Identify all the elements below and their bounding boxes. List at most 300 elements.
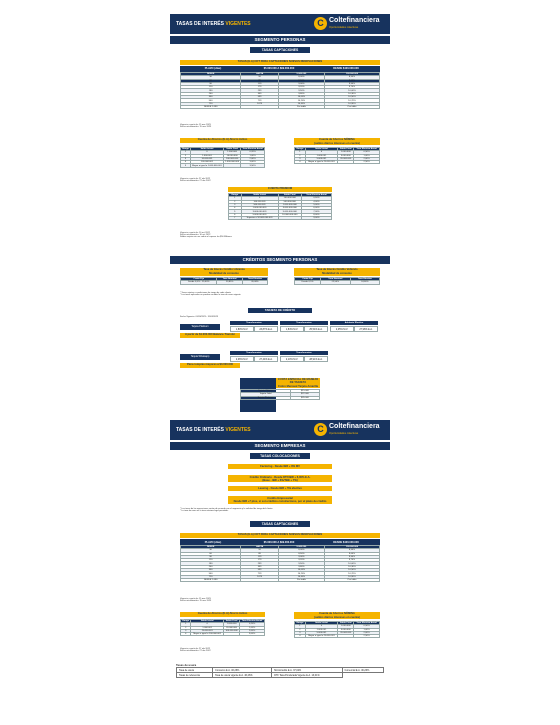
table-cell: 1,00% [241,154,265,157]
table-cell: 9,50% [278,89,324,92]
column-header: Rango [296,148,304,151]
table-cell: 1 [295,151,306,154]
column-header: Saldo Final [223,148,240,151]
table-cell: Desde 0,5% - 25,00% [181,281,217,284]
table-cell: 5.000.000 [338,154,354,157]
column-header: 5.000.000 [278,546,324,549]
table-cell: 10,30% [324,565,379,568]
colocacion-box [228,464,332,469]
rate-sheet [170,0,390,725]
table-row [295,281,380,284]
box-line: Factoring - Desde IBR + 8% MV [260,464,300,468]
note-line: Vigencia a partir de: 10 oct 2022 [180,232,210,234]
cdt-title-empresas: TASAS (E.A) CDT PARA CAPTACIONES NUEVAS RENOVACIONES [180,533,380,538]
rate-ea: 27,44% E.A. [254,356,278,362]
table-cell: 179 [241,86,279,89]
table-cell: 3,50% [241,164,265,167]
table-cell: 10,20% [278,99,324,102]
table-cell: 2 [181,626,191,629]
note-line: Fecha actualización: 15 mar 2023 [180,600,212,602]
table-cell: Consumo E.A. 46,26% [213,668,272,673]
table-cell: Comercial E.A. 46,26% [342,668,384,673]
table-cell: 20.000.000 [338,157,354,160]
table-cell [338,635,354,638]
table-cell: Mayor o igual a 20.000.001 [305,161,337,164]
table-cell: 3 [295,631,306,634]
tc-row2-note: Para compras mayores a $3.000.000 [180,363,240,368]
table-cell: 10,70% [324,99,379,102]
rate-ea: 25,54% E.A. [304,326,328,332]
captaciones-heading: TASAS CAPTACIONES [250,47,310,53]
table-cell: 7 [229,217,242,220]
nomina-table [294,147,380,164]
table-cell: 9,50% [324,82,379,85]
table-cell: 360 [181,569,241,572]
column-header: HASTA [241,546,279,549]
table-cell: 23,85% [217,281,243,284]
table-cell: 2,00% [354,631,380,634]
footer-title: Tasas de usura [176,663,197,667]
table-cell: 1.000.001 [305,628,337,631]
table-row [181,105,380,108]
table-cell: 9,50% [278,562,324,565]
table-cell [223,164,240,167]
table-cell: 2,50% [354,635,380,638]
table-cell: 59 [241,76,279,79]
table-cell [241,578,279,581]
tc-row1-note: A partir de $1.000.000 Balance-Transfer [180,333,240,338]
table-cell: Mayor o igual a 100.000.001 [191,633,224,636]
column-header: Saldo Final [338,622,354,625]
column-header: PLAZO (días) [204,67,222,70]
logo-icon: C [314,17,327,30]
colocacion-box [228,496,332,504]
table-cell [338,161,354,164]
table-row [229,217,332,220]
table-cell: 1,00% [354,628,380,631]
table-cell: Tarjeta Clásica [241,390,291,393]
table-cell: 4,00% [301,200,331,203]
table-cell: 8,50% [278,552,324,555]
table-cell: 3 [181,629,191,632]
table-cell: 3 [229,203,242,206]
table-cell: 10,00% [324,562,379,565]
table-cell: 10,00% [324,89,379,92]
table-cell: Superior a 10.000.000.001 [241,217,278,220]
cdt-table [180,72,380,109]
table-cell: 10,20% [278,572,324,575]
segment-creditos: CRÉDITOS SEGMENTO PERSONAS [170,256,390,264]
table-cell: 0 [241,197,278,200]
table-cell: Mayor o igual a 1.000.000.001 [192,164,222,167]
table-cell: 5.000.000 [338,628,354,631]
ahorro-table [180,147,265,168]
table-cell: 8,50% [278,79,324,82]
nomina-title-empresas: Cuenta de Ahorros NÓMINA (saldos diarios intereses en cuenta) [294,612,380,619]
note-line: Fecha actualización: 15 mar 2023 [180,126,212,128]
table-cell: 9,80% [278,565,324,568]
table-cell: 8,50% [324,549,379,552]
table-cell: 0,50% [301,197,331,200]
tc-platinum-label: Tarjeta Platinum [180,324,220,330]
cdt-notes [180,124,211,128]
column-header: Cuota Fija [181,278,217,281]
table-cell: 9,70% [324,86,379,89]
table-cell: 5.000.000.000 [278,210,301,213]
ahorro-notes-empresas [180,648,211,652]
table-cell: 2 [295,628,306,631]
premium-table [228,193,332,220]
table-cell: 3,00% [241,161,265,164]
table-cell: 6 [229,213,242,216]
table-cell: 240 [181,92,241,95]
column-header: Tasa Efectiva Anual [301,194,331,197]
table-cell: 9,00% [324,552,379,555]
table-cell: 10.000.001 [190,157,223,160]
column-header: Transferencias [280,351,328,355]
table-cell: Por tabla [324,578,379,581]
colocacion-box [228,475,332,482]
table-cell: 5,00% [301,203,331,206]
table-cell: 5.000.001 [305,157,337,160]
table-cell: 89 [241,79,279,82]
note-line: Saldos sujetos sin ser sobrio al superar los $50 Millones [180,236,232,238]
table-cell: 3.000.000.000 [278,207,301,210]
table-cell: 240 [181,565,241,568]
table-cell: 10.000.000.000 [278,213,301,216]
table-cell: 8,00% [278,76,324,79]
note-line: * Las tasas aplicadas no pueden exceder la tasa de usura vigente [180,294,241,296]
rate-ea: 28,91% E.A. [304,356,328,362]
table-cell: 22,50% [320,281,350,284]
table-cell: 100.000.000 [225,630,238,633]
segment-empresas: SEGMENTO EMPRESAS [170,442,390,450]
table-cell: 10.000.000 [223,154,240,157]
cdt-title: TASAS (E.A) CDT PARA CAPTACIONES NUEVAS RENOVACIONES [180,60,380,65]
column-header: Saldo Inicial [190,148,223,151]
table-cell: 1.000.000 [224,623,240,626]
table-cell: 20.000.000 [224,626,240,629]
column-header: Tasa Efectiva Anual [354,622,380,625]
table-cell: 0 [305,151,337,154]
credit-notes [180,292,241,296]
table-cell: 500.000.000 [278,200,301,203]
column-header: DESDE [181,546,241,549]
table-cell: 1.000.000 [338,151,354,154]
table-cell: 1.000.001 [191,626,224,629]
column-header: Adelanto Efectivo [330,321,378,325]
tc-whatsapp-label: Tarjeta Whatsapp [180,354,220,360]
table-cell: 20.000.000 [338,631,354,634]
column-header: Saldo Final [278,194,301,197]
ahorro-notes [180,178,211,182]
column-header: $5.000.000 A $99.000.000 [263,540,295,544]
table-cell: 10,40% [278,575,324,578]
table-cell: $15.000 [290,390,319,393]
table-cell: 0,20% [240,623,265,626]
table-cell: 540 [181,572,241,575]
note-line: Vigencia a partir de: 15 mar 2023 [180,598,211,600]
table-row [181,164,265,167]
table-cell: 0,50% [354,151,380,154]
table-cell: 4 [181,633,191,636]
column-header: Saldo Final [338,148,354,151]
table-cell: 359 [241,92,279,95]
table-cell [278,217,301,220]
note-line: * La tasa de mora es la tasa máxima legal permitida. [180,510,229,512]
table-cell: 3 [295,157,306,160]
column-header: Transferencias [230,351,278,355]
table-cell: 5 [181,164,191,167]
table-cell: 90 [181,555,241,558]
table-cell: 0 [190,151,223,154]
vehiculo-title: Tasa de Interés Crédito Vehículo Modalidad de consumo [294,268,380,276]
table-cell: 4 [229,207,242,210]
column-header: Tasa Nominal [217,278,243,281]
rate-mv: 1,80% M.V. [230,326,254,332]
note-line: Fecha actualización: 10 oct 2022 [180,234,211,236]
table-cell: 179 [241,559,279,562]
table-cell: 9,80% [278,92,324,95]
table-cell: 719 [241,99,279,102]
table-cell: 89 [241,552,279,555]
table-cell: Tasa de usura vigente E.A. 46,26% [213,673,272,678]
table-cell: 1.000.000 [223,151,240,154]
table-row [295,635,380,638]
table-row [295,161,380,164]
table-cell: 10,00% [278,96,324,99]
tc-title: TARJETA DE CRÉDITO [248,308,312,313]
table-cell: 119 [241,82,279,85]
table-cell: 10,90% [324,102,379,105]
table-cell: 10,50% [324,569,379,572]
table-cell: 720 [181,102,241,105]
table-cell: 1 [229,197,242,200]
table-cell: 0 [191,623,224,626]
table-cell: Microcrédito E.A. 37,02% [272,668,342,673]
table-cell: 4 [295,635,306,638]
table-cell: 180 [181,562,241,565]
table-cell: 2,50% [354,161,380,164]
column-header: PLAZO (días) [204,540,222,544]
table-cell: 9,00% [301,217,331,220]
box-line: Leasing - Desde IBR + 5% efectivo [258,486,302,490]
table-cell: 120 [181,86,241,89]
table-cell: 2 [181,154,191,157]
table-cell: 9,00% [278,555,324,558]
table-cell: Mayor o igual a 20.000.001 [305,635,337,638]
premium-title: CUENTA PREMIUM [228,187,332,192]
table-cell: 7,00% [301,210,331,213]
brand-logo: C Coltefinanciera Oportunidades colectivas [314,16,384,32]
rate-ea: 23,87% E.A. [254,326,278,332]
table-cell: 1 [295,625,306,628]
colocaciones-heading: TASAS COLOCACIONES [250,453,310,459]
table-cell: 9,20% [278,86,324,89]
table-cell: 10,70% [324,572,379,575]
table-cell: 4 [181,161,191,164]
table-cell: Por tabla [278,578,324,581]
column-header: Rango [182,620,190,623]
table-cell: Desde 0,5% [295,281,321,284]
table-cell: 539 [241,96,279,99]
table-cell: 539 [241,569,279,572]
nomina-table-empresas [294,621,380,638]
column-header: Transferencias [230,321,278,325]
table-cell: Tarjeta Gold [241,393,291,396]
table-cell: 1,00% [354,154,380,157]
column-header: Transferencias [280,321,328,325]
table-cell: 1.000.001 [190,154,223,157]
table-cell: 359 [241,565,279,568]
table-cell: 100.000.001 [241,200,278,203]
premium-notes [180,232,232,238]
table-cell: 3,00% [240,633,265,636]
table-cell: 2,00% [240,629,265,632]
column-header: Rango [296,622,304,625]
note-line: Vigencia a partir de: 27 abr 2022 [180,178,211,180]
table-cell: 120 [181,559,241,562]
table-row [181,633,265,636]
table-cell: 2 [229,200,242,203]
table-cell: 100.000.000 [278,197,301,200]
table-cell: 9,00% [278,82,324,85]
table-cell: Tasa de usura [177,668,213,673]
table-cell: 5 [229,210,242,213]
table-cell: 0 [305,625,337,628]
cdt-table-empresas [180,545,380,582]
table-cell: 24,80% [350,281,379,284]
table-cell: 239 [241,562,279,565]
table-cell: 540 [181,99,241,102]
rate-mv: 1,84% M.V. [280,326,304,332]
table-cell [224,633,240,636]
header-banner [170,14,390,34]
table-cell: $22.000 [290,393,319,396]
column-header: Rango [182,148,189,151]
table-cell: 9,20% [278,559,324,562]
column-header: 100.000.000 [324,73,379,76]
table-cell: 1,00% [240,626,265,629]
table-cell: 10,50% [324,96,379,99]
column-header: Tasa Efectiva [242,278,267,281]
box-line: Crédito Ordinario - Desde DTF/IBR + 6,00% E.A. [249,475,311,479]
table-cell: 10,00% [278,569,324,572]
table-cell: 360 [181,96,241,99]
table-cell: 5.000.000.001 [241,213,278,216]
rate-mv: 2,10% M.V. [280,356,304,362]
table-cell: 1 [181,623,191,626]
table-cell [241,105,279,108]
ahorro-title-empresas: Cuenta de Ahorros (E.A) Ahorro Activo [180,612,265,617]
table-cell: 1.000.000.000 [278,203,301,206]
table-cell: 1 [181,151,191,154]
column-header: DESDE $100.000.000 [333,67,359,70]
table-cell: Tarjeta Platinum [241,396,291,399]
table-cell: 3.000.000.001 [241,210,278,213]
table-cell: 30 [181,549,241,552]
footer-table [176,667,384,678]
column-header: Saldo Inicial [191,620,224,623]
table-cell: 720 [181,575,241,578]
table-cell: 239 [241,89,279,92]
table-cell: Por tabla [278,105,324,108]
nomina-title: Cuenta de Ahorros NÓMINA (saldos diarios intereses en cuenta) [294,138,380,145]
column-header: Tasa Nominal [320,278,350,281]
table-cell: 90 [181,82,241,85]
table-cell: 0,50% [354,625,380,628]
column-header: 5.000.000 [278,73,324,76]
table-cell: 26,08% [242,281,267,284]
table-cell: 9,50% [324,555,379,558]
table-cell: 2,00% [241,157,265,160]
table-cell: 4 [295,161,306,164]
colocacion-box [228,486,332,491]
ahorro-title: Cuenta de Ahorros (E.A) Ahorro Activo [180,138,265,143]
column-header: Rango [229,194,242,197]
table-row [177,673,384,678]
table-cell: 60 [181,552,241,555]
column-header: 100.000.000 [324,546,379,549]
note-line: * Las tasas de las operaciones varían de acuerdo con el segmento y la solicitud de riesgo del cliente. [180,508,273,510]
table-cell: 500.000.001 [241,203,278,206]
table-cell: 59 [241,549,279,552]
column-header: Saldo Inicial [305,622,337,625]
box-line: Desde IBR +7 ptos, si son créditos constructores, por el plazo de crédito [233,500,327,503]
table-cell: 9,00% [324,79,379,82]
table-cell: 1.000.000 [338,625,354,628]
column-header: Tasa Efectiva Anual [242,148,263,151]
table-cell: 1.000.001 [305,154,337,157]
table-cell: $35.000 [290,396,319,399]
table-cell: 10,40% [278,102,324,105]
rate-mv: 2,05% M.V. [330,326,354,332]
table-cell: 180 [181,89,241,92]
table-cell: 10,30% [324,92,379,95]
box-line: Crédito Empresarial [267,496,293,500]
table-cell: 1.000.000.000 [225,161,240,164]
column-header: Saldo Inicial [241,194,278,197]
table-cell: 8,00% [278,549,324,552]
libranza-title: Tasa de Interés Crédito Libranza Modalidad de consumo [180,268,268,276]
column-header: DESDE [181,73,241,76]
table-cell: 60 [181,79,241,82]
cuota-table [240,389,320,400]
table-cell: 6,00% [301,207,331,210]
ahorro-table-empresas [180,619,265,636]
column-header: Tasa Efectiva [350,278,379,281]
table-cell: 1079 [241,102,279,105]
table-cell: DESDE 1.080 [181,578,241,581]
table-cell: DESDE 1.080 [181,105,241,108]
table-cell: 0,20% [241,151,265,154]
table-row [241,396,320,399]
tc-vigencia: Fecha Vigencia: 01/03/2023 - 31/03/2023 [180,316,219,318]
page-title: TASAS DE INTERÉS VIGENTES [176,21,251,27]
table-cell: 8,50% [324,76,379,79]
vehiculo-table [294,277,380,285]
table-cell: 719 [241,572,279,575]
column-header: Saldo Final [224,620,240,623]
captaciones-empresas: TASAS CAPTACIONES [250,521,310,527]
note-line: * Tasas sujetas a condiciones de riesgo de cada cliente [180,292,231,294]
table-cell: 8,00% [301,213,331,216]
column-header: Saldo Inicial [305,148,337,151]
table-row [181,578,380,581]
rate-ea: 27,98% E.A. [354,326,378,332]
header-banner-empresas: TASAS DE INTERÉS VIGENTES C Coltefinanciera Oportunidades colectivas [170,420,390,440]
column-header: Tasa Efectiva Anual [240,620,265,623]
